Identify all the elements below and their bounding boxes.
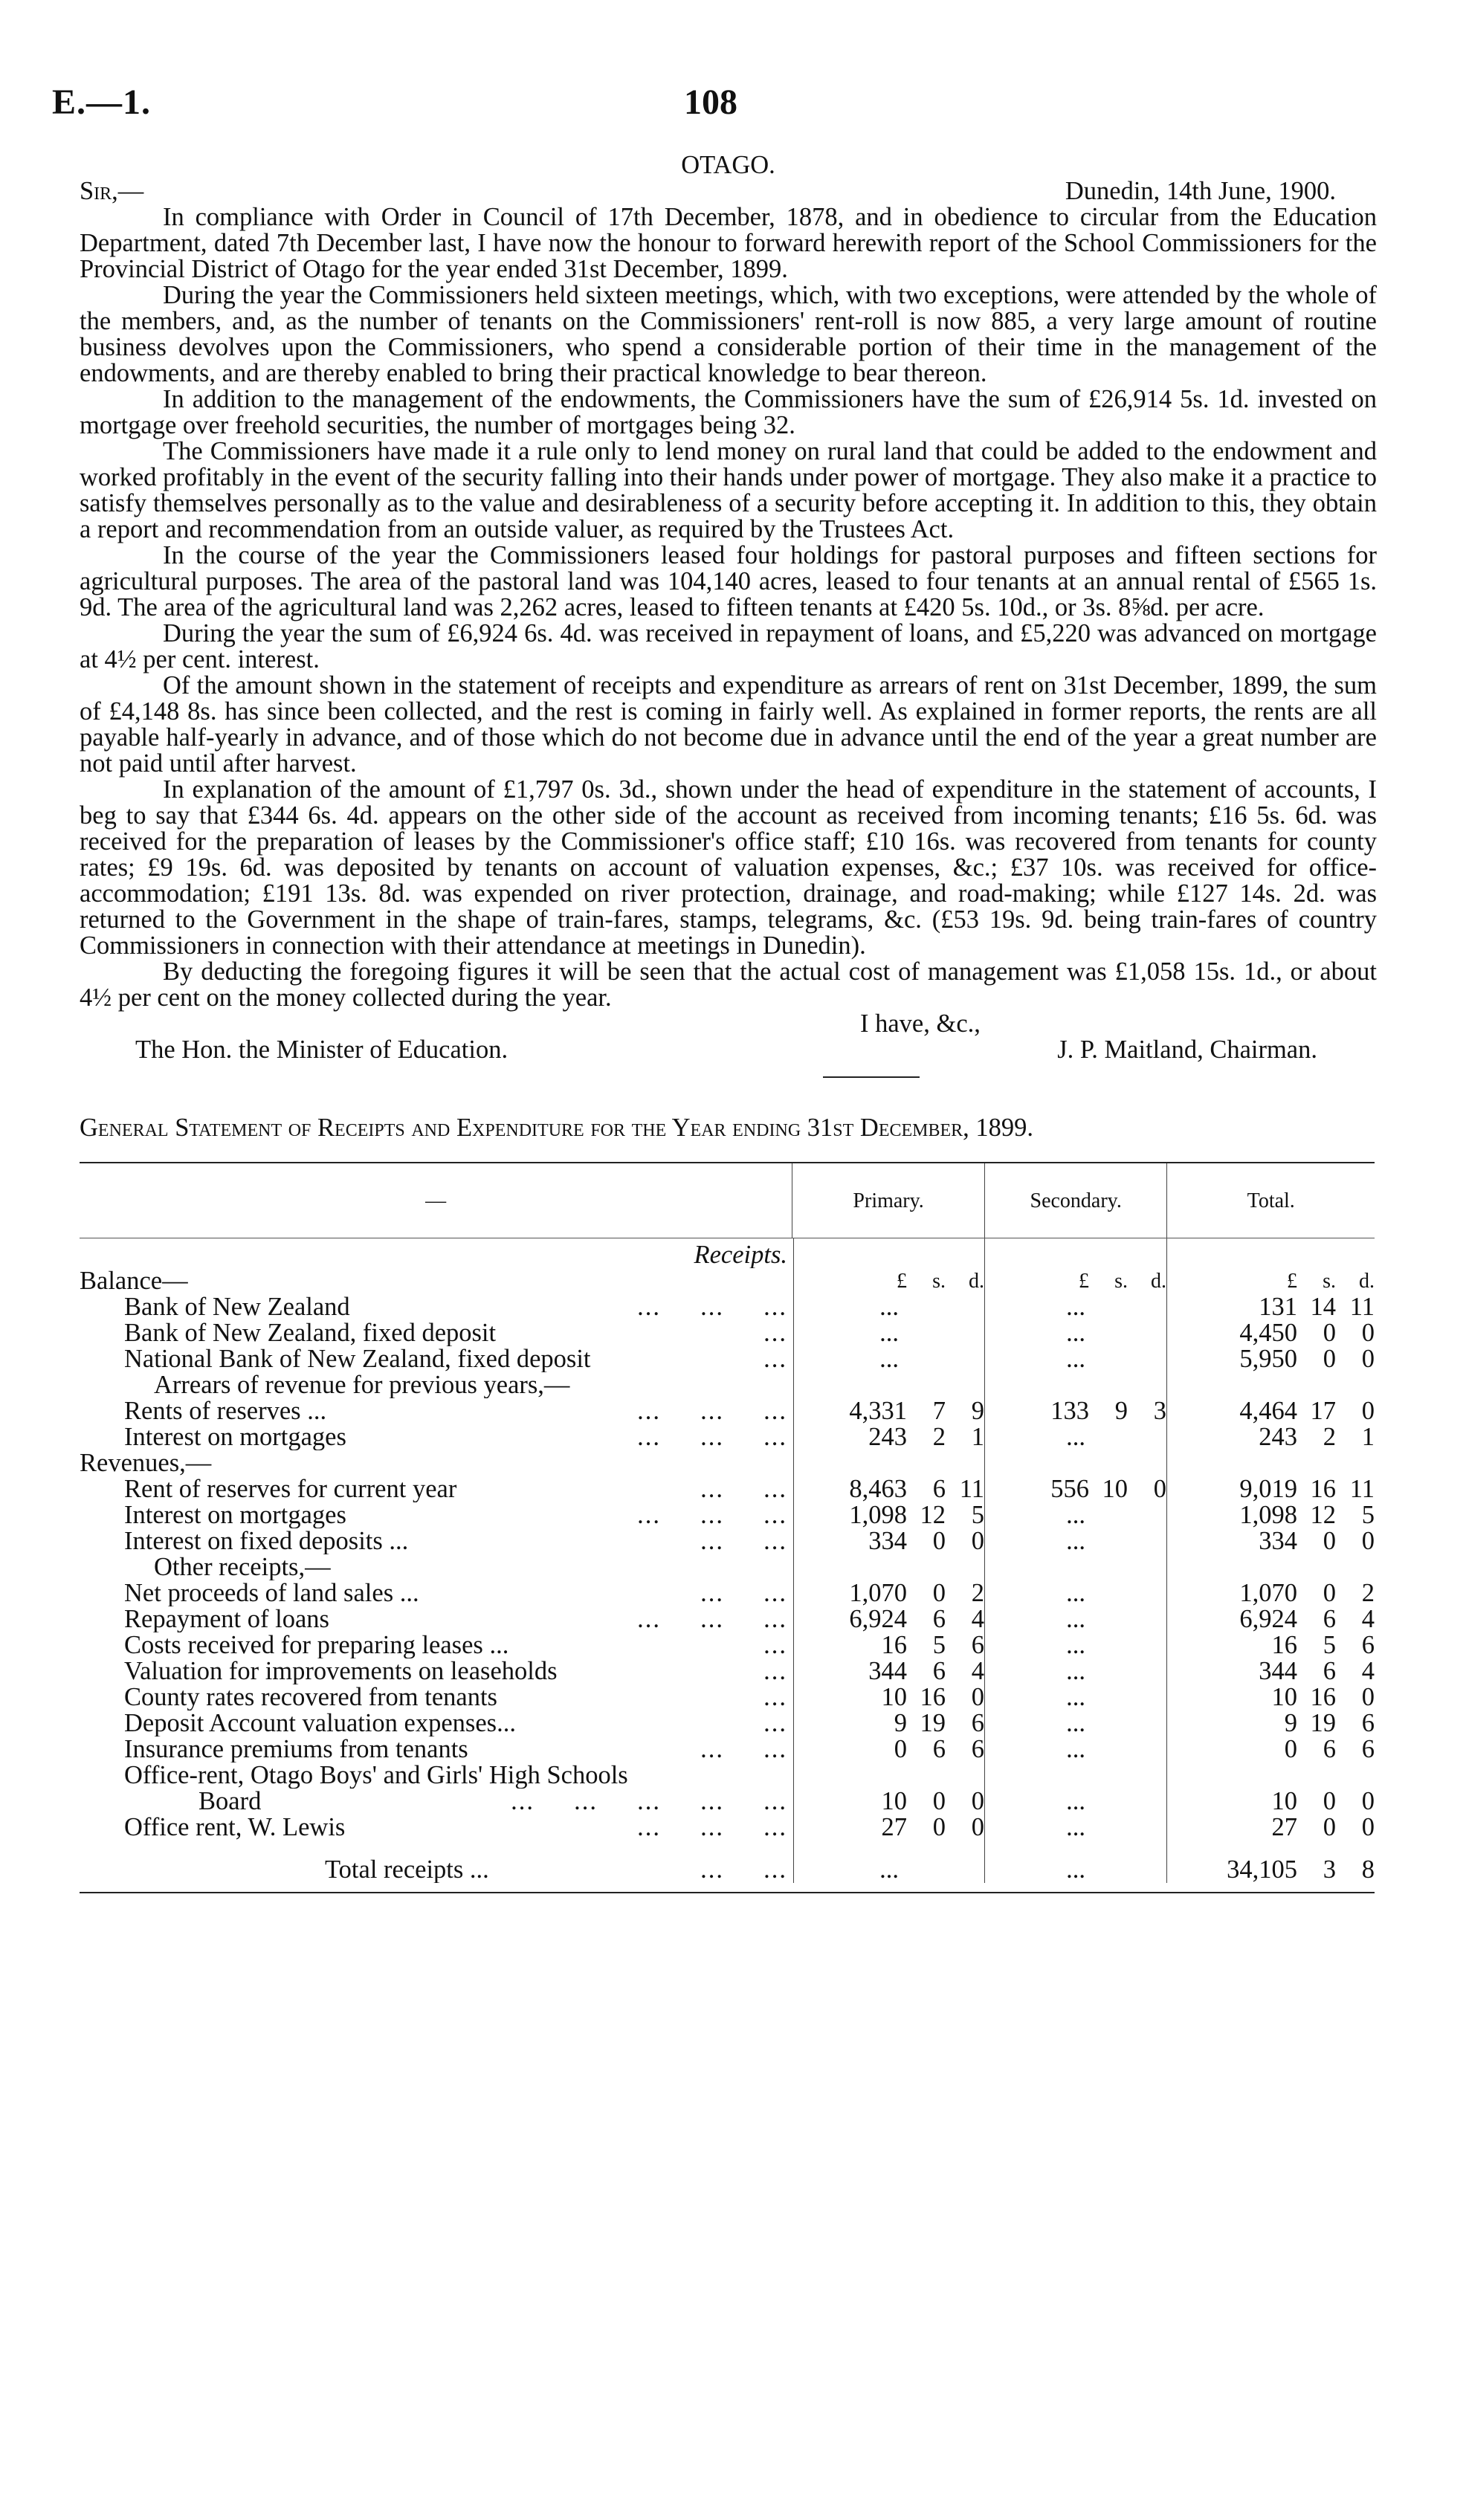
- row-label: Total receipts ... ... ...: [325, 1857, 787, 1883]
- leader-dots: ... ... ...: [637, 1815, 787, 1841]
- amount: 556 10 0: [1050, 1475, 1166, 1503]
- signature: J. P. Maitland, Chairman.: [1057, 1036, 1317, 1064]
- paragraph: In the course of the year the Commissioners leased four holdings for pastoral purposes and fifteen sections for agricultural purposes. The area of the pastoral land was 104,140 acres, leased to four tenants at an annual rental of £565 1s. 9d. The area of the agricultural land was 2,262 acres, leased to fifteen tenants at £420 5s. 10d., or 3s. 8⅝d. per acre.: [80, 541, 1377, 621]
- table-row: [80, 1710, 1375, 1736]
- leader-dots: ... ...: [700, 1476, 787, 1502]
- empty-value: ...: [1066, 1293, 1085, 1321]
- amount: 10 0 0: [881, 1787, 984, 1815]
- table-row: [80, 1320, 1375, 1346]
- page-header: [52, 82, 1375, 141]
- amount: 10 16 0: [881, 1683, 984, 1711]
- amount: 1,070 0 2: [1239, 1579, 1375, 1607]
- row-label: Other receipts,—: [154, 1554, 331, 1580]
- empty-value: ...: [1066, 1501, 1085, 1529]
- empty-value: ...: [879, 1293, 899, 1321]
- amount: 8,463 6 11: [849, 1475, 984, 1503]
- table-row: [80, 1398, 1375, 1424]
- row-label: Board ... ... ... ... ...: [198, 1789, 787, 1815]
- row-label: Office-rent, Otago Boys' and Girls' High Schools: [124, 1763, 628, 1789]
- divider-rule: [823, 1076, 920, 1078]
- empty-value: ...: [1066, 1709, 1085, 1737]
- leader-dots: ... ... ...: [637, 1502, 787, 1528]
- leader-dots: ... ...: [700, 1580, 787, 1606]
- table-row: [80, 1857, 1375, 1883]
- amount: 9,019 16 11: [1239, 1475, 1375, 1503]
- table-row: [80, 1815, 1375, 1841]
- empty-value: ...: [1066, 1631, 1085, 1659]
- empty-value: ...: [1066, 1735, 1085, 1763]
- paragraph: By deducting the foregoing figures it will be seen that the actual cost of management was £1,058 15s. 1d., or about 4½ per cent on the money collected during the year.: [80, 957, 1377, 1012]
- amount: 6,924 6 4: [849, 1605, 984, 1633]
- leader-dots: ...: [763, 1346, 787, 1372]
- amount: 133 9 3: [1050, 1397, 1166, 1425]
- letter-paragraphs: [80, 204, 1377, 1011]
- amount: 16 5 6: [1271, 1631, 1375, 1659]
- row-label: Rents of reserves ... ... ... ...: [124, 1398, 787, 1424]
- amount: 6,924 6 4: [1239, 1605, 1375, 1633]
- empty-value: ...: [1066, 1855, 1085, 1884]
- paragraph: In addition to the management of the endowments, the Commissioners have the sum of £26,914 5s. 1d. invested on mortgage over freehold securities, the number of mortgages being 32.: [80, 385, 1377, 439]
- caption-row: [80, 1238, 1375, 1268]
- amount: 27 0 0: [881, 1813, 984, 1841]
- empty-value: ...: [1066, 1787, 1085, 1815]
- statement-title: General Statement of Receipts and Expenditure for the Year ending 31st December, 1899.: [80, 1114, 1034, 1142]
- row-label: Bank of New Zealand ... ... ...: [124, 1294, 787, 1320]
- row-label: Valuation for improvements on leaseholds ...: [124, 1658, 787, 1684]
- amount: 9 19 6: [894, 1709, 984, 1737]
- amount: 1,070 0 2: [849, 1579, 984, 1607]
- paragraph: In explanation of the amount of £1,797 0s. 3d., shown under the head of expenditure in the statement of accounts, I beg to say that £344 6s. 4d. appears on the other side of the account as received from incoming tenants; £16 5s. 6d. was received for the preparation of leases by the Commissioner's office staff; £10 16s. was recovered from tenants for county rates; £9 19s. 6d. was deposited by tenants on account of valuation expenses, &c.; £37 10s. was received for office-accommodation; £191 13s. 8d. was expended on river protection, drainage, and road-making; while £127 14s. 2d. was returned to the Government in the shape of train-fares, stamps, telegrams, &c. (£53 19s. 9d. being train-fares of country Commissioners in connection with their attendance at meetings in Dunedin).: [80, 775, 1377, 960]
- col-total: Total.: [1247, 1189, 1295, 1212]
- unit-header: £ s. d.: [1287, 1270, 1375, 1293]
- leader-dots: ...: [763, 1658, 787, 1684]
- amount: 1,098 12 5: [1239, 1501, 1375, 1529]
- table-row: [80, 1684, 1375, 1710]
- amount: 0 6 6: [894, 1735, 984, 1763]
- table-row: [80, 1528, 1375, 1554]
- row-label: Interest on mortgages ... ... ...: [124, 1424, 787, 1450]
- table-row: [80, 1580, 1375, 1606]
- table-row: [80, 1294, 1375, 1320]
- row-label: Costs received for preparing leases ... ...: [124, 1632, 787, 1658]
- empty-value: ...: [1066, 1579, 1085, 1607]
- amount: 9 19 6: [1284, 1709, 1375, 1737]
- row-label: Rent of reserves for current year ... ...: [124, 1476, 787, 1502]
- table-header: [80, 1163, 1375, 1238]
- empty-value: ...: [879, 1319, 899, 1347]
- amount: 5,950 0 0: [1239, 1345, 1375, 1373]
- table-row: [80, 1450, 1375, 1476]
- report-code: E.—1.: [52, 83, 152, 122]
- row-label: Balance—: [80, 1268, 188, 1294]
- leader-dots: ...: [763, 1710, 787, 1736]
- header-corner: —: [425, 1189, 447, 1212]
- place-date: Dunedin, 14th June, 1900.: [1065, 177, 1336, 205]
- row-label: Interest on mortgages ... ... ...: [124, 1502, 787, 1528]
- paragraph: Of the amount shown in the statement of receipts and expenditure as arrears of rent on 31st December, 1899, the sum of £4,148 8s. has since been collected, and the rest is coming in fairly well. As explained in former reports, the rents are all payable half-yearly in advance, and of those which do not become due in advance until the end of the year a great number are not paid until after harvest.: [80, 671, 1377, 778]
- region-heading: OTAGO.: [681, 151, 775, 179]
- table-row: [80, 1502, 1375, 1528]
- row-label: Office rent, W. Lewis ... ... ...: [124, 1815, 787, 1841]
- table-row: [80, 1606, 1375, 1632]
- amount: 0 6 6: [1284, 1735, 1375, 1763]
- empty-value: ...: [1066, 1527, 1085, 1555]
- leader-dots: ... ... ...: [637, 1606, 787, 1632]
- empty-value: ...: [879, 1345, 899, 1373]
- col-secondary: Secondary.: [985, 1163, 1168, 1238]
- amount: 4,331 7 9: [849, 1397, 984, 1425]
- amount: 34,105 3 8: [1227, 1855, 1375, 1884]
- table-row: [80, 1789, 1375, 1815]
- leader-dots: ...: [763, 1684, 787, 1710]
- col-primary: Primary.: [792, 1163, 985, 1238]
- table-body: [80, 1268, 1375, 1883]
- leader-dots: ... ...: [700, 1736, 787, 1763]
- amount: 334 0 0: [868, 1527, 984, 1555]
- leader-dots: ... ... ...: [637, 1398, 787, 1424]
- amount: 16 5 6: [881, 1631, 984, 1659]
- table-bottom-rule: [80, 1892, 1375, 1893]
- table-row: [80, 1268, 1375, 1294]
- table-row: [80, 1632, 1375, 1658]
- amount: 131 14 11: [1259, 1293, 1375, 1321]
- empty-value: ...: [1066, 1813, 1085, 1841]
- paragraph: In compliance with Order in Council of 17th December, 1878, and in obedience to circular from the Education Department, dated 7th December last, I have now the honour to forward herewith report of the School Commissioners for the Provincial District of Otago for the year ended 31st December, 1899.: [80, 203, 1377, 283]
- table-row: [80, 1424, 1375, 1450]
- row-label: Insurance premiums from tenants ... ...: [124, 1736, 787, 1763]
- amount: 334 0 0: [1259, 1527, 1375, 1555]
- leader-dots: ... ...: [700, 1528, 787, 1554]
- table-row: [80, 1346, 1375, 1372]
- section-caption: Receipts.: [694, 1242, 787, 1268]
- table-row: [80, 1763, 1375, 1789]
- row-label: Interest on fixed deposits ... ... ...: [124, 1528, 787, 1554]
- paragraph: The Commissioners have made it a rule only to lend money on rural land that could be added to the endowment and worked profitably in the event of the security falling into their hands under power of mortgage. They also make it a practice to satisfy themselves personally as to the value and desirableness of a security before accepting it. In addition to this, they obtain a report and recommendation from an outside valuer, as required by the Trustees Act.: [80, 437, 1377, 543]
- leader-dots: ... ...: [700, 1857, 787, 1883]
- leader-dots: ... ... ...: [637, 1424, 787, 1450]
- table-row: [80, 1372, 1375, 1398]
- table-row: [80, 1658, 1375, 1684]
- salutation: Sir,—: [80, 177, 144, 205]
- empty-value: ...: [1066, 1423, 1085, 1451]
- addressee: The Hon. the Minister of Education.: [135, 1036, 508, 1064]
- row-label: Net proceeds of land sales ... ... ...: [124, 1580, 787, 1606]
- salutation-row: [80, 178, 1377, 204]
- amount: 27 0 0: [1271, 1813, 1375, 1841]
- paragraph: During the year the sum of £6,924 6s. 4d. was received in repayment of loans, and £5,220 was advanced on mortgage at 4½ per cent. interest.: [80, 619, 1377, 673]
- row-label: Bank of New Zealand, fixed deposit ...: [124, 1320, 787, 1346]
- amount: 344 6 4: [1259, 1657, 1375, 1685]
- row-label: Repayment of loans ... ... ...: [124, 1606, 787, 1632]
- document-body: [80, 152, 1377, 1893]
- table-row: [80, 1554, 1375, 1580]
- table-row: [80, 1841, 1375, 1857]
- leader-dots: ... ... ...: [637, 1294, 787, 1320]
- row-label: Arrears of revenue for previous years,—: [154, 1372, 570, 1398]
- amount: 344 6 4: [868, 1657, 984, 1685]
- leader-dots: ... ... ... ... ...: [511, 1789, 787, 1815]
- empty-value: ...: [1066, 1319, 1085, 1347]
- row-label: County rates recovered from tenants ...: [124, 1684, 787, 1710]
- row-label: Revenues,—: [80, 1450, 212, 1476]
- amount: 1,098 12 5: [849, 1501, 984, 1529]
- amount: 243 2 1: [868, 1423, 984, 1451]
- empty-value: ...: [1066, 1657, 1085, 1685]
- empty-value: ...: [879, 1855, 899, 1884]
- amount: 243 2 1: [1259, 1423, 1375, 1451]
- amount: 10 0 0: [1271, 1787, 1375, 1815]
- closing: I have, &c.,: [860, 1009, 981, 1038]
- page-number: 108: [684, 83, 737, 122]
- table-row: [80, 1736, 1375, 1763]
- leader-dots: ...: [763, 1632, 787, 1658]
- empty-value: ...: [1066, 1345, 1085, 1373]
- leader-dots: ...: [763, 1320, 787, 1346]
- table-row: [80, 1476, 1375, 1502]
- unit-header: £ s. d.: [1079, 1270, 1166, 1293]
- row-label: Deposit Account valuation expenses... ...: [124, 1710, 787, 1736]
- unit-header: £ s. d.: [897, 1270, 984, 1293]
- amount: 4,464 17 0: [1239, 1397, 1375, 1425]
- signature-row: [80, 1037, 1377, 1063]
- empty-value: ...: [1066, 1605, 1085, 1633]
- empty-value: ...: [1066, 1683, 1085, 1711]
- row-label: National Bank of New Zealand, fixed deposit ...: [124, 1346, 787, 1372]
- paragraph: During the year the Commissioners held sixteen meetings, which, with two exceptions, were attended by the whole of the members, and, as the number of tenants on the Commissioners' rent-roll is now 885, a very large amount of routine business devolves upon the Commissioners, who spend a considerable portion of their time in the management of the endowments, and are thereby enabled to bring their practical knowledge to bear thereon.: [80, 281, 1377, 387]
- amount: 4,450 0 0: [1239, 1319, 1375, 1347]
- receipts-table: [80, 1162, 1375, 1893]
- amount: 10 16 0: [1271, 1683, 1375, 1711]
